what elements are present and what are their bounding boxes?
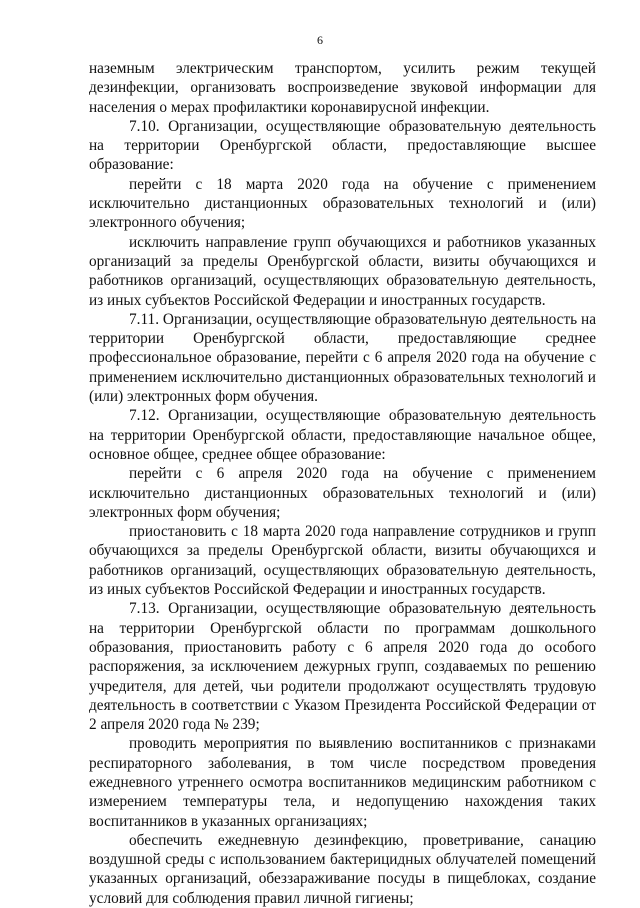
page-number: 6	[317, 33, 323, 47]
paragraph-continuation: наземным электрическим транспортом, усилить режим текущей дезинфекции, организовать воспроизведение звуковой информации для населения о мерах профилактики коронавирусной инфекции.	[89, 60, 596, 116]
paragraph-7-12-item-1: перейти с 6 апреля 2020 года на обучение с применением исключительно дистанционных образовательных технологий и (или) электронных форм обучения;	[89, 465, 596, 521]
body-text	[89, 59, 596, 908]
paragraph-7-12: 7.12. Организации, осуществляющие образовательную деятельность на территории Оренбургской области, предоставляющие начальное общее, основное общее, среднее общее образование:	[89, 407, 596, 463]
paragraph-7-12-item-2: приостановить с 18 марта 2020 года направление сотрудников и групп обучающихся за пределы Оренбургской области, визиты обучающихся и работников организаций, осуществляющих образовательную деятельность, из иных субъектов Российской Федерации и иностранных государств.	[89, 523, 596, 599]
paragraph-7-10-item-2: исключить направление групп обучающихся и работников указанных организаций за пределы Оренбургской области, визиты обучающихся и работников организаций, осуществляющих образовательную деятельность, из иных субъектов Российской Федерации и иностранных государств.	[89, 233, 596, 309]
paragraph-7-13-item-1: проводить мероприятия по выявлению воспитанников с признаками респираторного заболевания, в том числе посредством проведения ежедневного утреннего осмотра воспитанников медицинским работником с измерением температуры тела, и недопущению нахождения таких воспитанников в указанных организациях;	[89, 735, 596, 830]
paragraph-7-11: 7.11. Организации, осуществляющие образовательную деятельность на территории Оренбургской области, предоставляющие среднее профессиональное образование, перейти с 6 апреля 2020 года на обучение с применением исключительно дистанционных образовательных технологий и (или) электронных форм обучения.	[89, 310, 596, 406]
paragraph-7-10: 7.10. Организации, осуществляющие образовательную деятельность на территории Оренбургской области, предоставляющие высшее образование:	[89, 117, 596, 174]
paragraph-7-10-item-1: перейти с 18 марта 2020 года на обучение с применением исключительно дистанционных образовательных технологий и (или) электронного обучения;	[89, 175, 596, 232]
paragraph-7-13-item-2: обеспечить ежедневную дезинфекцию, проветривание, санацию воздушной среды с использованием бактерицидных облучателей помещений указанных организаций, обеззараживание посуды в пищеблоках, создание условий для соблюдения правил личной гигиены;	[89, 831, 596, 907]
paragraph-7-13: 7.13. Организации, осуществляющие образовательную деятельность на территории Оренбургской области по программам дошкольного образования, приостановить работу с 6 апреля 2020 года до особого распоряжения, за исключением дежурных групп, создаваемых по решению учредителя, для детей, чьи родители продолжают осуществлять трудовую деятельность в соответствии с Указом Президента Российской Федерации от 2 апреля 2020 года № 239;	[89, 600, 596, 734]
